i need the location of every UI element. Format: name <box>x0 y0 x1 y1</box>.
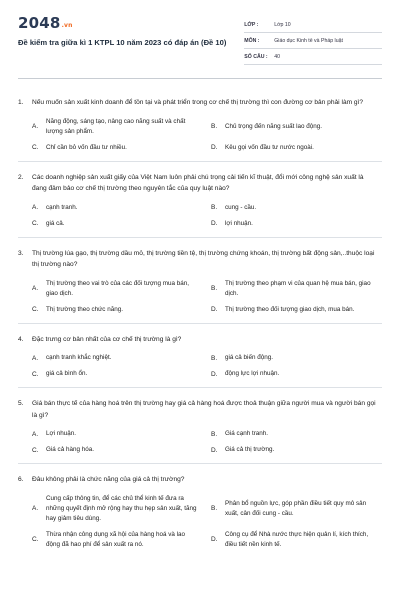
option-letter: C. <box>32 370 39 378</box>
option-text: Chỉ cần bỏ vốn đầu tư nhiều. <box>46 143 127 151</box>
option-letter: C. <box>32 144 39 151</box>
answer-option[interactable] <box>32 530 203 550</box>
header-divider <box>18 78 382 79</box>
answer-option[interactable] <box>211 219 382 229</box>
answer-option[interactable] <box>211 530 382 550</box>
meta-label: MÔN : <box>244 37 260 44</box>
meta-value[interactable]: Giáo dục Kinh tế và Pháp luật <box>274 37 343 44</box>
answer-option[interactable] <box>32 353 203 363</box>
option-letter: C. <box>32 220 39 227</box>
answer-option[interactable] <box>211 117 382 137</box>
header-left <box>18 14 244 65</box>
meta-row-class <box>244 17 382 33</box>
option-text: Kêu gọi vốn đầu tư nước ngoài. <box>225 143 314 151</box>
option-letter: D. <box>211 446 218 454</box>
question-item <box>18 388 382 464</box>
question-text: Giá bán thực tế của hàng hoá trên thị trường hay giá cả hàng hoá được thoả thuận giữa người mua và người bán gọi là gì? <box>32 400 376 419</box>
answer-option[interactable] <box>32 219 203 229</box>
question-header <box>18 334 382 346</box>
answer-option[interactable] <box>32 445 203 455</box>
answer-options <box>32 494 382 550</box>
option-letter: A. <box>32 123 39 130</box>
question-list <box>18 87 382 558</box>
option-text: Thị trường theo đối tượng giao dịch, mua bán. <box>225 305 355 313</box>
option-letter: A. <box>32 204 39 211</box>
answer-option[interactable] <box>32 117 203 137</box>
question-number: 5. <box>18 400 24 407</box>
option-letter: D. <box>211 536 218 543</box>
answer-option[interactable] <box>211 369 382 379</box>
option-letter: D. <box>211 144 218 151</box>
question-item <box>18 162 382 238</box>
answer-option[interactable] <box>211 353 382 363</box>
option-text: giá cả biến động. <box>225 354 273 361</box>
question-text: Đặc trưng cơ bản nhất của cơ chế thị trường là gì? <box>32 335 182 343</box>
option-text: Năng động, sáng tạo, nâng cao năng suất và chất lượng sản phẩm. <box>46 117 186 135</box>
option-text: giá cả bình ổn. <box>46 370 88 377</box>
option-text: Chủ trọng đến năng suất lao động. <box>225 122 322 130</box>
question-number: 1. <box>18 99 24 106</box>
question-number: 4. <box>18 335 24 343</box>
answer-option[interactable] <box>32 203 203 213</box>
option-text: động lực lợi nhuận. <box>225 370 280 377</box>
option-text: Công cụ để Nhà nước thực hiện quản lí, kích thích, điều tiết nền kinh tế. <box>225 530 369 548</box>
exam-meta <box>244 17 382 65</box>
option-letter: D. <box>211 220 218 227</box>
option-text: Lợi nhuận. <box>46 430 77 437</box>
option-letter: B. <box>211 204 218 211</box>
meta-row-subject <box>244 33 382 49</box>
answer-options <box>32 117 382 153</box>
option-text: Thị trường theo vai trò của các đối tượng mua bán, giao dịch. <box>46 279 190 297</box>
option-text: lợi nhuận. <box>225 219 253 227</box>
meta-row-count <box>244 49 382 65</box>
question-text: Các doanh nghiệp sản xuất giấy của Việt Nam luôn phải chú trọng cải tiến kĩ thuật, đổi mới công nghệ sản xuất là đang đảm bảo cơ chế thị trường theo nguyên tắc của quy luật nào? <box>32 173 364 192</box>
answer-option[interactable] <box>32 305 203 315</box>
meta-value[interactable]: Lớp 10 <box>274 21 291 28</box>
answer-option[interactable] <box>32 143 203 153</box>
option-letter: B. <box>211 123 218 130</box>
answer-option[interactable] <box>32 369 203 379</box>
question-header <box>18 172 382 195</box>
option-letter: B. <box>211 354 218 362</box>
question-item <box>18 238 382 324</box>
option-letter: D. <box>211 306 218 313</box>
answer-option[interactable] <box>211 494 382 524</box>
question-number: 3. <box>18 249 24 257</box>
question-item <box>18 464 382 558</box>
answer-option[interactable] <box>211 305 382 315</box>
question-text: Đâu không phải là chức năng của giá cả thị trường? <box>32 476 185 483</box>
question-header <box>18 97 382 109</box>
question-header <box>18 248 382 271</box>
option-text: Cung cấp thông tin, để các chủ thể kinh tế đưa ra những quyết định mở rộng hay thu hẹp sản xuất, tăng hay giảm tiêu dùng. <box>46 494 197 522</box>
option-letter: B. <box>211 285 218 292</box>
question-item <box>18 324 382 389</box>
option-letter: C. <box>32 536 39 543</box>
option-text: Giá cả hàng hóa. <box>46 446 94 453</box>
option-letter: B. <box>211 505 218 512</box>
option-text: cạnh tranh khắc nghiệt. <box>46 354 112 361</box>
option-text: cạnh tranh. <box>46 203 78 211</box>
meta-label: SỐ CÂU : <box>244 53 268 60</box>
answer-option[interactable] <box>32 429 203 439</box>
answer-options <box>32 429 382 455</box>
option-text: Giá cả thị trường. <box>225 446 275 453</box>
question-text: Nếu muốn sản xuất kinh doanh để tồn tại và phát triển trong cơ chế thị trường thì con đường cơ bản phải làm gì? <box>32 99 364 106</box>
option-text: giá cả. <box>46 219 65 227</box>
question-number: 2. <box>18 173 24 181</box>
option-letter: A. <box>32 505 39 512</box>
logo-domain: .vn <box>61 22 73 29</box>
exam-header <box>18 0 382 65</box>
question-header <box>18 398 382 421</box>
option-text: cung - cầu. <box>225 203 257 211</box>
option-letter: A. <box>32 430 39 438</box>
meta-label: LỚP : <box>244 21 259 28</box>
answer-options <box>32 353 382 379</box>
answer-options <box>32 279 382 315</box>
option-letter: C. <box>32 306 39 313</box>
site-logo[interactable] <box>18 14 244 32</box>
question-item <box>18 87 382 162</box>
answer-option[interactable] <box>211 143 382 153</box>
option-letter: A. <box>32 354 39 362</box>
option-text: Giá cạnh tranh. <box>225 430 269 437</box>
answer-option[interactable] <box>32 494 203 524</box>
meta-value: 40 <box>274 53 281 60</box>
answer-option[interactable] <box>211 429 382 439</box>
question-number: 6. <box>18 476 24 483</box>
option-letter: D. <box>211 370 218 378</box>
answer-options <box>32 203 382 229</box>
option-text: Thừa nhận công dụng xã hội của hàng hoá và lao động đã hao phí để sản xuất ra nó. <box>46 530 186 548</box>
exam-title: Đề kiểm tra giữa kì 1 KTPL 10 năm 2023 có đáp án (Đề 10) <box>18 38 227 47</box>
answer-option[interactable] <box>211 445 382 455</box>
question-text: Thị trường lúa gạo, thị trường dầu mỏ, thị trường tiền tệ, thị trường chứng khoán, thị trường bất động sản,..thuộc loại thị trường nào? <box>32 249 375 268</box>
answer-option[interactable] <box>32 279 203 299</box>
question-header <box>18 474 382 486</box>
option-letter: A. <box>32 285 39 292</box>
answer-option[interactable] <box>211 279 382 299</box>
logo-text: 2048 <box>18 14 61 32</box>
option-letter: C. <box>32 446 39 454</box>
option-text: Thị trường theo phạm vi của quan hệ mua bán, giao dịch. <box>225 279 371 297</box>
option-text: Thị trường theo chức năng. <box>46 305 123 313</box>
option-text: Phân bổ nguồn lực, góp phần điều tiết quy mô sản xuất, cân đối cung - cầu. <box>225 499 367 517</box>
answer-option[interactable] <box>211 203 382 213</box>
option-letter: B. <box>211 430 218 438</box>
